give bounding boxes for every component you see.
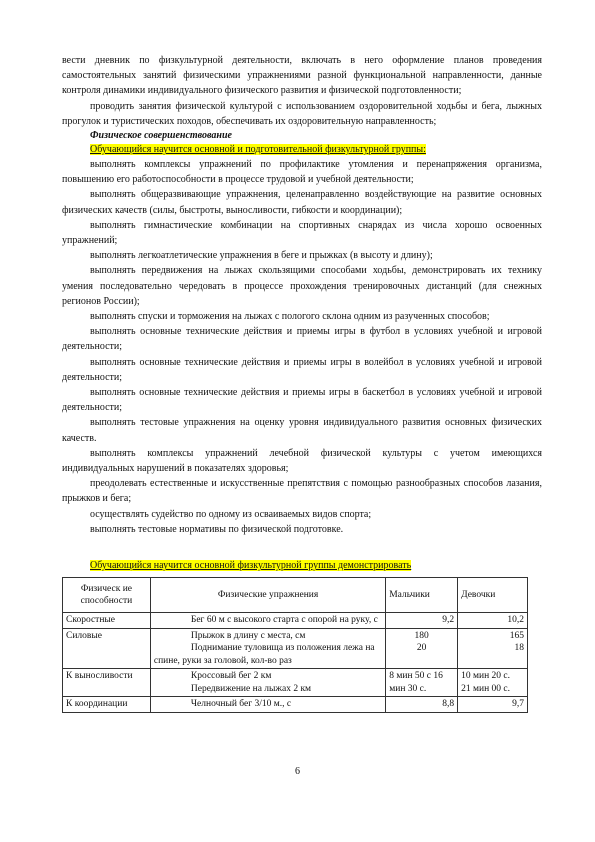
paragraph: выполнять основные технические действия и приемы игры в баскетбол в условиях учебной и игровой деятельности; (62, 387, 542, 414)
value-line: 20 (416, 643, 427, 654)
boys-cell: 8,8 (386, 697, 458, 713)
paragraph: осуществлять судейство по одному из осваиваемых видов спорта; (90, 508, 372, 520)
ability-cell: К выносливости (63, 669, 151, 697)
highlighted-text: Обучающийся научится основной и подготовительной физкультурной группы: (90, 144, 426, 156)
table-row (63, 628, 528, 669)
value-line: 10 мин 20 с. (461, 671, 511, 682)
ability-cell: Силовые (63, 628, 151, 669)
table-header: Физическ ие способности (63, 578, 151, 613)
paragraph: проводить занятия физической культурой с использованием оздоровительной ходьбы и бега, лыжных прогулок и туристических походов, обеспечивать их оздоровительную направленность; (62, 100, 542, 127)
paragraph: выполнять тестовые упражнения на оценку уровня индивидуального развития основных физических качеств. (62, 417, 542, 444)
paragraph: выполнять основные технические действия и приемы игры в футбол в условиях учебной и игровой деятельности; (62, 326, 542, 353)
exercise-line: Передвижение на лыжах 2 км (190, 683, 312, 694)
value-line: 21 мин 00 с. (461, 683, 511, 694)
table-header: Девочки (458, 578, 528, 613)
ability-cell: К координации (63, 697, 151, 713)
paragraph: выполнять передвижения на лыжах скользящими способами ходьбы, демонстрировать их технику умения последовательно чередовать в процессе прохождения тренировочных дистанций (для снежных регионов России); (62, 265, 542, 307)
norms-table (62, 577, 528, 713)
section-heading: Физическое совершенствование (90, 130, 232, 142)
paragraph: преодолевать естественные и искусственные препятствия с помощью разнообразных способов лазания, прыжков и бега; (62, 478, 542, 505)
girls-cell (458, 628, 528, 669)
exercise-cell: Бег 60 м с высокого старта с опорой на руку, с (150, 613, 385, 629)
value-line: 18 (514, 643, 524, 654)
table-caption (90, 559, 542, 573)
paragraph: выполнять комплексы упражнений лечебной физической культуры с учетом имеющихся индивидуальных нарушений в показателях здоровья; (62, 447, 542, 475)
value-line: 165 (509, 630, 524, 641)
table-header: Мальчики (386, 578, 458, 613)
boys-cell (386, 669, 458, 697)
table-row (63, 613, 528, 629)
paragraph: выполнять тестовые нормативы по физической подготовке. (90, 523, 344, 535)
paragraph: выполнять гимнастические комбинации на спортивных снарядах из числа хорошо освоенных упражнений; (62, 219, 542, 247)
table-header-row (63, 578, 528, 613)
paragraph: выполнять основные технические действия и приемы игры в волейбол в условиях учебной и игровой деятельности; (62, 356, 542, 383)
table-header: Физические упражнения (150, 578, 385, 613)
table-row (63, 697, 528, 713)
exercise-line: Поднимание туловища из положения лежа на спине, руки за головой, кол-во раз (153, 643, 375, 666)
value-line: 8 мин 50 с 16 (389, 671, 443, 682)
highlighted-heading (90, 143, 542, 157)
paragraph: вести дневник по физкультурной деятельности, включать в него оформление планов проведения самостоятельных занятий физическими упражнениями разной функциональной направленности, данные контроля динамики индивидуального физического развития и физической подготовленности; (62, 55, 542, 97)
exercise-cell (150, 669, 385, 697)
exercise-line: Прыжок в длину с места, см (190, 630, 306, 641)
value-line: мин 30 с. (389, 683, 427, 694)
girls-cell (458, 669, 528, 697)
boys-cell (386, 628, 458, 669)
table-row (63, 669, 528, 697)
exercise-line: Кроссовый бег 2 км (190, 671, 272, 682)
boys-cell: 9,2 (386, 613, 458, 629)
document-page (62, 53, 542, 713)
paragraph: выполнять общеразвивающие упражнения, целенаправленно воздействующие на развитие основных физических качеств (силы, быстроты, выносливости, гибкости и координации); (62, 189, 542, 216)
exercise-cell: Челночный бег 3/10 м., с (150, 697, 385, 713)
girls-cell: 10,2 (458, 613, 528, 629)
paragraph: выполнять легкоатлетические упражнения в беге и прыжках (в высоту и длину); (90, 250, 433, 262)
paragraph: выполнять спуски и торможения на лыжах с пологого склона одним из разученных способов; (90, 311, 490, 323)
page-number: 6 (295, 766, 300, 777)
paragraph: выполнять комплексы упражнений по профилактике утомления и перенапряжения организма, повышению его работоспособности в процессе трудовой и учебной деятельности; (62, 159, 542, 186)
ability-cell: Скоростные (63, 613, 151, 629)
value-line: 180 (414, 630, 429, 641)
girls-cell: 9,7 (458, 697, 528, 713)
highlighted-text: Обучающийся научится основной физкультурной группы демонстрировать (90, 560, 412, 572)
exercise-cell (150, 628, 385, 669)
